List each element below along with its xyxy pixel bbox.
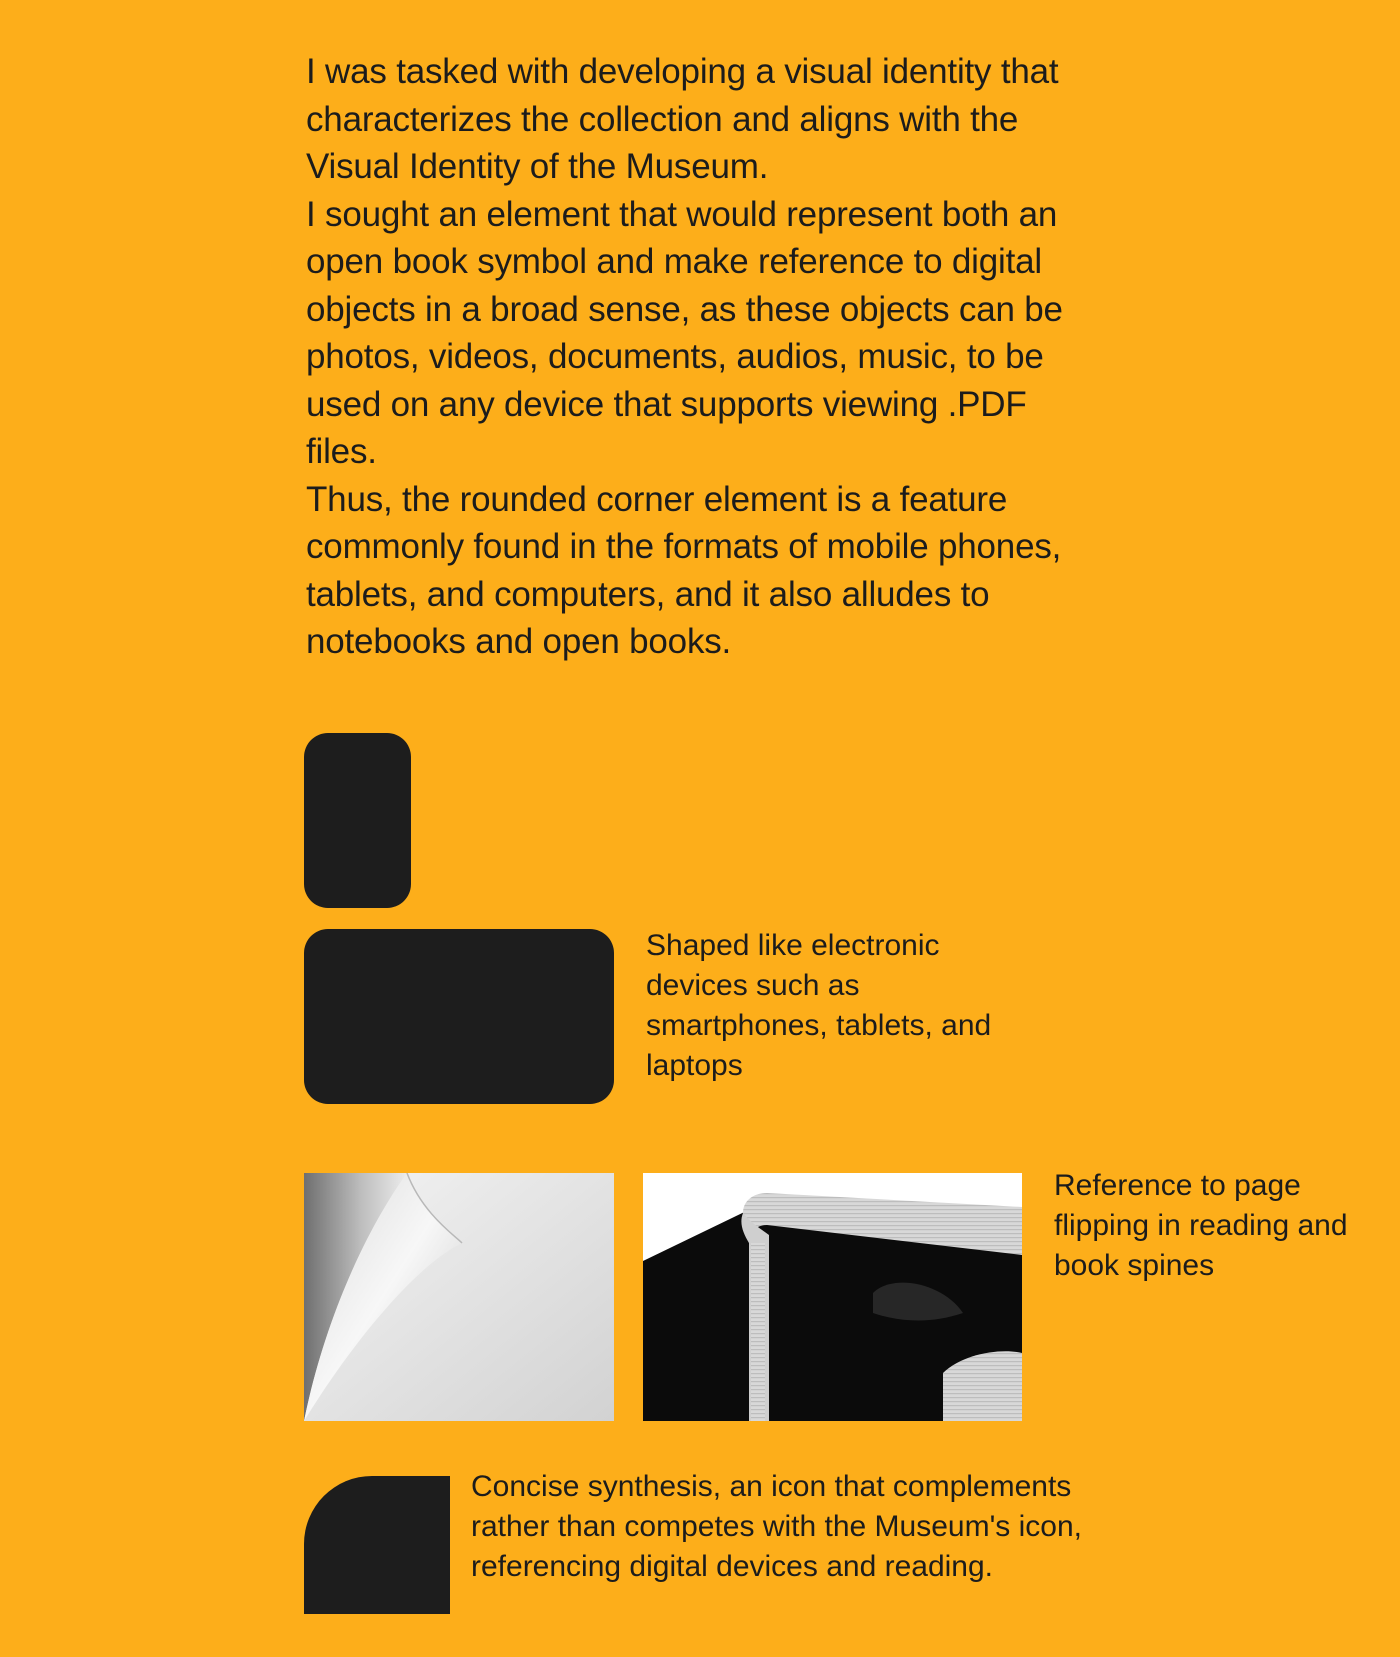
page-curl-image — [304, 1173, 614, 1421]
intro-period: . — [758, 147, 769, 186]
laptop-shape — [304, 929, 614, 1104]
book-spine-image — [643, 1173, 1022, 1421]
book-spine-graphic — [643, 1173, 1022, 1421]
phone-shape — [304, 733, 411, 908]
page-curl-graphic — [304, 1173, 614, 1421]
intro-paragraph-3: Thus, the rounded corner element is a feature commonly found in the formats of mobile phones, tablets, and computers, and it also alludes to notebooks and open books. — [306, 479, 1062, 661]
devices-caption: Shaped like electronic devices such as smartphones, tablets, and laptops — [646, 929, 992, 1082]
page-flip-caption: Reference to page flipping in reading and book spines — [1054, 1169, 1348, 1282]
intro-paragraph-1 — [306, 48, 1106, 191]
rounded-corner-icon — [304, 1476, 450, 1614]
icon-caption: Concise synthesis, an icon that complements rather than competes with the Museum's icon, referencing digital devices and reading. — [471, 1470, 1083, 1583]
intro-paragraph-2: I sought an element that would represent both an open book symbol and make reference to digital objects in a broad sense, as these objects can be photos, videos, documents, audios, music, to be used on any device that supports viewing .PDF files. — [306, 194, 1063, 471]
intro-lead: I was tasked with — [306, 52, 579, 91]
intro-text — [306, 48, 1106, 666]
intro-highlight: developing a visual identity that characterizes the collection and aligns with the Visual Identity of the Museum — [306, 52, 1059, 186]
